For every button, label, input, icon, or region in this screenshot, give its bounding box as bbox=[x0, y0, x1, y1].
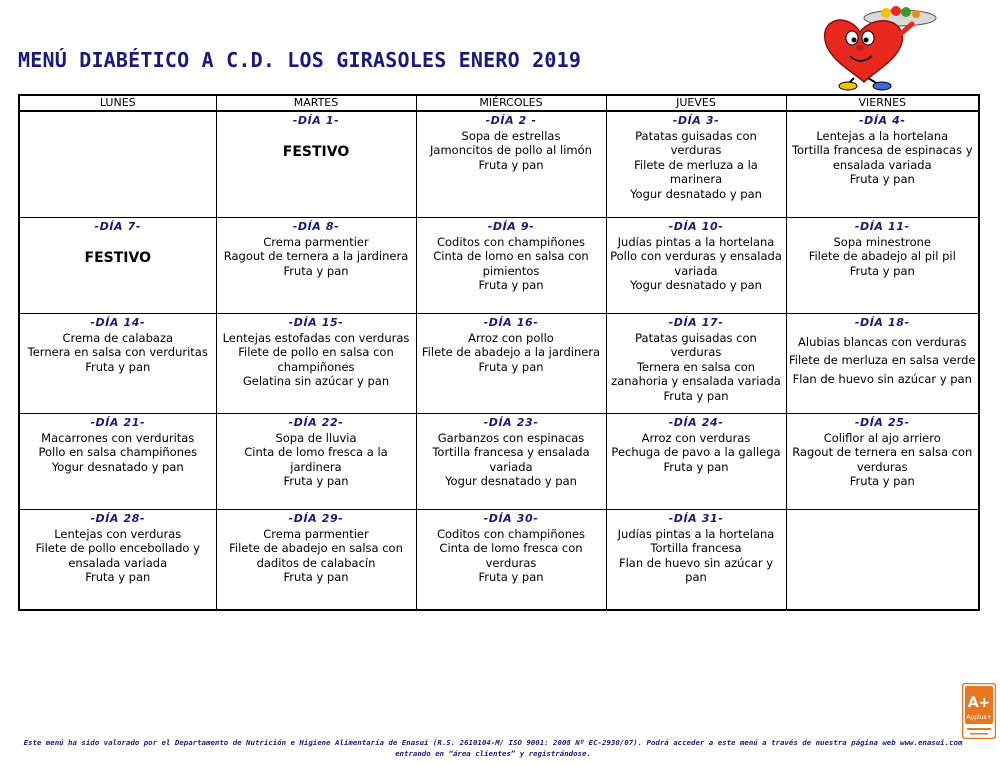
day-cell-friday bbox=[786, 314, 979, 414]
dish-item: Fruta y pan bbox=[283, 570, 349, 585]
dish-item: Alubias blancas con verduras bbox=[798, 334, 967, 349]
dish-item: Filete de abadejo al pil pil bbox=[808, 249, 956, 264]
dish-item: Lentejas con verduras bbox=[54, 526, 182, 541]
dish-item: Coditos con champiñones bbox=[436, 526, 586, 541]
dish-item: Crema parmentier bbox=[263, 234, 369, 249]
day-cell-thursday bbox=[606, 314, 786, 414]
day-cell-wednesday bbox=[416, 414, 606, 510]
day-cell-monday bbox=[19, 510, 216, 611]
day-cell-tuesday bbox=[216, 414, 416, 510]
dish-item: Judías pintas a la hortelana bbox=[617, 234, 775, 249]
day-cell-friday bbox=[786, 414, 979, 510]
day-cell-tuesday bbox=[216, 218, 416, 314]
day-cell-monday bbox=[19, 414, 216, 510]
dish-item: Macarrones con verduritas bbox=[41, 430, 195, 445]
day-number: -DÍA 29- bbox=[288, 512, 344, 525]
day-number: -DÍA 14- bbox=[90, 316, 146, 329]
dish-item: Ternera en salsa con verduritas bbox=[27, 345, 208, 360]
day-cell-thursday bbox=[606, 510, 786, 611]
dish-item: Fruta y pan bbox=[478, 570, 544, 585]
day-number: -DÍA 7- bbox=[94, 220, 142, 233]
dish-item: Cinta de lomo en salsa con pimientos bbox=[433, 249, 589, 278]
dish-item: Ragout de ternera a la jardinera bbox=[223, 249, 409, 264]
day-number: -DÍA 23- bbox=[483, 416, 539, 429]
dish-item: Fruta y pan bbox=[478, 359, 544, 374]
dish-item: Coliflor al ajo arriero bbox=[823, 430, 941, 445]
day-cell-friday bbox=[786, 218, 979, 314]
header-monday: LUNES bbox=[19, 95, 216, 111]
header-tuesday: MARTES bbox=[216, 95, 416, 111]
day-cell-tuesday bbox=[216, 510, 416, 611]
dish-item: Crema parmentier bbox=[263, 526, 369, 541]
holiday-label: FESTIVO bbox=[84, 249, 151, 266]
dish-item: Fruta y pan bbox=[663, 459, 729, 474]
dish-item: Filete de pollo encebollado y ensalada variada bbox=[35, 541, 200, 570]
dish-item: Patatas guisadas con verduras bbox=[635, 330, 757, 360]
dish-item: Fruta y pan bbox=[663, 388, 729, 403]
day-number: -DÍA 11- bbox=[854, 220, 910, 233]
dish-item: Gelatina sin azúcar y pan bbox=[242, 374, 390, 389]
dish-item: Sopa de lluvia bbox=[275, 430, 357, 445]
day-number: -DÍA 22- bbox=[288, 416, 344, 429]
dish-item: Filete de merluza a la marinera bbox=[634, 157, 758, 187]
dish-item: Arroz con verduras bbox=[641, 430, 751, 445]
footer-text-after: entrando en “área clientes” y registrándose. bbox=[395, 749, 591, 758]
dish-item: Lentejas a la hortelana bbox=[816, 128, 949, 143]
day-cell-thursday bbox=[606, 111, 786, 218]
dish-item: Pechuga de pavo a la gallega bbox=[611, 445, 781, 460]
dish-item: Yogur desnatado y pan bbox=[630, 186, 762, 201]
dish-item: Filete de pollo en salsa con champiñones bbox=[238, 345, 394, 374]
heart-mascot-illustration bbox=[808, 4, 940, 92]
dish-item: Ternera en salsa con zanahoria y ensalada variada bbox=[611, 359, 781, 389]
weekly-menu-table bbox=[18, 94, 980, 611]
day-number: -DÍA 4- bbox=[858, 114, 906, 127]
day-number: -DÍA 18- bbox=[854, 316, 910, 329]
day-number: -DÍA 3- bbox=[672, 114, 720, 127]
dish-item: Sopa minestrone bbox=[833, 234, 931, 249]
dish-item: Sopa de estrellas bbox=[461, 128, 561, 143]
day-number: -DÍA 31- bbox=[668, 512, 724, 525]
dish-item: Jamoncitos de pollo al limón bbox=[430, 143, 592, 158]
day-number: -DÍA 17- bbox=[668, 316, 724, 329]
dish-item: Flan de huevo sin azúcar y pan bbox=[618, 555, 774, 585]
dish-item: Yogur desnatado y pan bbox=[51, 459, 184, 474]
dish-item: Filete de abadejo a la jardinera bbox=[421, 345, 601, 360]
dish-item: Yogur desnatado y pan bbox=[445, 474, 577, 489]
dish-item: Fruta y pan bbox=[283, 474, 349, 489]
badge-mark: A+ bbox=[967, 695, 991, 711]
dish-item: Yogur desnatado y pan bbox=[630, 278, 762, 293]
dish-item: Pollo en salsa champiñones bbox=[38, 445, 198, 460]
dish-item: Filete de merluza en salsa verde bbox=[789, 353, 976, 368]
day-cell-friday bbox=[786, 111, 979, 218]
dish-item: Cinta de lomo fresca a la jardinera bbox=[244, 445, 388, 474]
day-number: -DÍA 25- bbox=[854, 416, 910, 429]
day-number: -DÍA 30- bbox=[483, 512, 539, 525]
dish-item: Ragout de ternera en salsa con verduras bbox=[792, 445, 973, 474]
dish-item: Fruta y pan bbox=[849, 474, 915, 489]
holiday-label: FESTIVO bbox=[282, 143, 350, 160]
dish-item: Fruta y pan bbox=[85, 359, 151, 374]
day-number: -DÍA 9- bbox=[487, 220, 535, 233]
day-cell-tuesday bbox=[216, 314, 416, 414]
dish-item: Fruta y pan bbox=[849, 263, 915, 278]
day-cell-monday bbox=[19, 111, 216, 218]
dish-item: Patatas guisadas con verduras bbox=[635, 128, 757, 158]
dish-item: Fruta y pan bbox=[849, 172, 915, 187]
page-title: MENÚ DIABÉTICO A C.D. LOS GIRASOLES ENERO 2019 bbox=[18, 48, 582, 72]
dish-item: Tortilla francesa bbox=[650, 541, 742, 556]
day-number: -DÍA 15- bbox=[288, 316, 344, 329]
day-cell-wednesday bbox=[416, 218, 606, 314]
dish-item: Garbanzos con espinacas bbox=[437, 430, 585, 445]
week-row bbox=[19, 218, 979, 314]
website-link[interactable]: www.enasui.com bbox=[900, 738, 963, 747]
dish-item: Lentejas estofadas con verduras bbox=[222, 330, 410, 345]
day-cell-friday bbox=[786, 510, 979, 611]
dish-item: Coditos con champiñones bbox=[436, 234, 586, 249]
badge-label: Applus+ bbox=[966, 714, 992, 721]
week-row bbox=[19, 111, 979, 218]
dish-item: Tortilla francesa y ensalada variada bbox=[432, 445, 590, 474]
day-number: -DÍA 28- bbox=[90, 512, 146, 525]
day-cell-monday bbox=[19, 218, 216, 314]
dish-item: Arroz con pollo bbox=[468, 330, 554, 345]
day-number: -DÍA 2 - bbox=[485, 114, 537, 127]
dish-item: Judías pintas a la hortelana bbox=[617, 526, 775, 541]
dish-item: Fruta y pan bbox=[283, 263, 349, 278]
footer-note bbox=[18, 737, 968, 759]
week-row bbox=[19, 414, 979, 510]
day-cell-monday bbox=[19, 314, 216, 414]
week-row bbox=[19, 314, 979, 414]
dish-item: Filete de abadejo en salsa con daditos de calabacín bbox=[229, 541, 403, 570]
dish-item: Crema de calabaza bbox=[62, 330, 174, 345]
dish-item: Pollo con verduras y ensalada variada bbox=[610, 249, 782, 278]
day-number: -DÍA 21- bbox=[90, 416, 146, 429]
dish-item: Cinta de lomo fresca con verduras bbox=[439, 541, 583, 570]
applus-certification-badge bbox=[962, 683, 996, 739]
dish-item: Flan de huevo sin azúcar y pan bbox=[792, 371, 972, 386]
header-thursday: JUEVES bbox=[606, 95, 786, 111]
dish-item: Fruta y pan bbox=[478, 278, 544, 293]
day-cell-tuesday bbox=[216, 111, 416, 218]
day-cell-wednesday bbox=[416, 314, 606, 414]
day-number: -DÍA 1- bbox=[292, 114, 340, 127]
day-number: -DÍA 24- bbox=[668, 416, 724, 429]
day-number: -DÍA 16- bbox=[483, 316, 539, 329]
dish-item: Fruta y pan bbox=[478, 157, 544, 172]
day-number: -DÍA 8- bbox=[292, 220, 340, 233]
dish-item: Tortilla francesa de espinacas y ensalada variada bbox=[791, 143, 973, 172]
day-cell-wednesday bbox=[416, 111, 606, 218]
header-wednesday: MIÉRCOLES bbox=[416, 95, 606, 111]
week-row bbox=[19, 510, 979, 611]
day-cell-thursday bbox=[606, 218, 786, 314]
footer-text-before: Este menú ha sido valorado por el Departamento de Nutrición e Higiene Alimentaria de Enasui (R.S. 2610104-M/ ISO 9001: 2008 Nº EC-2930/07). Podrá acceder a este menú a través de nuestra página web bbox=[23, 738, 901, 747]
dish-item: Fruta y pan bbox=[85, 570, 151, 585]
header-friday: VIERNES bbox=[786, 95, 979, 111]
day-number: -DÍA 10- bbox=[668, 220, 724, 233]
day-cell-wednesday bbox=[416, 510, 606, 611]
day-cell-thursday bbox=[606, 414, 786, 510]
